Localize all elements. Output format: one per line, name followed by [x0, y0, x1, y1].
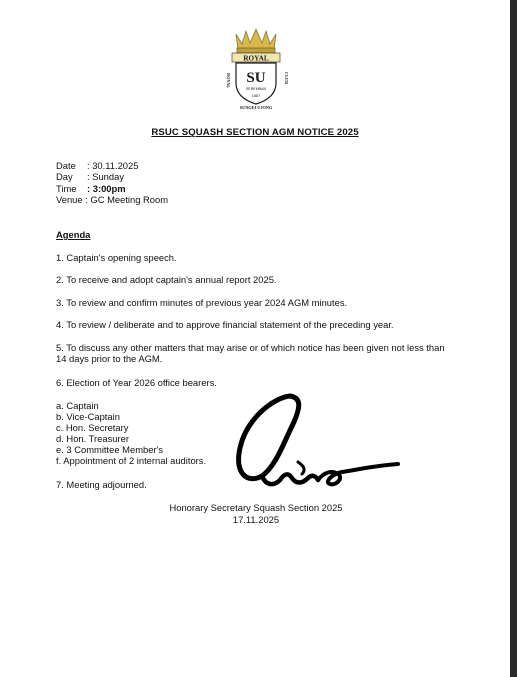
list-item: b. Vice-Captain: [56, 411, 120, 423]
meta-value: : GC Meeting Room: [85, 194, 169, 206]
crest-text-middle: SEREMBAN: [245, 87, 267, 91]
meta-label: Time: [56, 182, 77, 194]
list-item: e. 3 Committee Member's: [56, 444, 164, 456]
list-item: a. Captain: [56, 400, 99, 411]
meta-label: Day: [56, 171, 73, 183]
page-title: RSUC SQUASH SECTION AGM NOTICE 2025: [151, 127, 359, 138]
meeting-details: [56, 160, 168, 206]
meta-label: Venue: [56, 194, 83, 206]
agenda-item: 3. To review and confirm minutes of previous year 2024 AGM minutes.: [56, 297, 348, 308]
meta-row-date: [56, 160, 168, 171]
signatory-title: Honorary Secretary Squash Section 2025: [169, 502, 343, 513]
meta-row-time: [56, 183, 168, 194]
signature-date: 17.11.2025: [232, 514, 280, 525]
meta-value: : Sunday: [87, 171, 125, 183]
agenda-item: 2. To receive and adopt captain's annual report 2025.: [56, 274, 277, 285]
agenda-item: 1. Captain's opening speech.: [56, 252, 177, 263]
meta-row-day: [56, 171, 168, 182]
agenda-item: 7. Meeting adjourned.: [56, 479, 147, 490]
handwritten-signature-icon: [232, 390, 404, 500]
agenda-heading: Agenda: [56, 229, 91, 240]
meta-value: : 30.11.2025: [87, 160, 139, 171]
list-item: d. Hon. Treasurer: [56, 433, 129, 445]
list-item: c. Hon. Secretary: [56, 422, 129, 434]
crest-text-top: ROYAL: [243, 54, 269, 63]
crest-monogram: SU: [246, 70, 266, 86]
meta-value: : 3:00pm: [87, 182, 126, 194]
crest-year: 1887: [251, 94, 261, 98]
royal-club-crest-icon: [220, 28, 292, 110]
crest-text-bottom: SUNGEI UJONG: [239, 105, 273, 110]
crest-text-left: ROYAL: [226, 73, 231, 89]
agenda-item: 4. To review / deliberate and to approve financial statement of the preceding year.: [56, 319, 394, 330]
agenda-item: 6. Election of Year 2026 office bearers.: [56, 377, 217, 388]
office-bearers-list: [56, 400, 206, 467]
crest-text-right: CLUB: [284, 72, 289, 84]
meta-row-venue: [56, 194, 168, 205]
list-item: f. Appointment of 2 internal auditors.: [56, 455, 207, 467]
meta-label: Date: [56, 160, 76, 171]
agenda-item: 5. To discuss any other matters that may arise or of which notice has been given not less than 14 days prior to the AGM.: [56, 342, 445, 364]
viewer-edge: [510, 0, 517, 677]
